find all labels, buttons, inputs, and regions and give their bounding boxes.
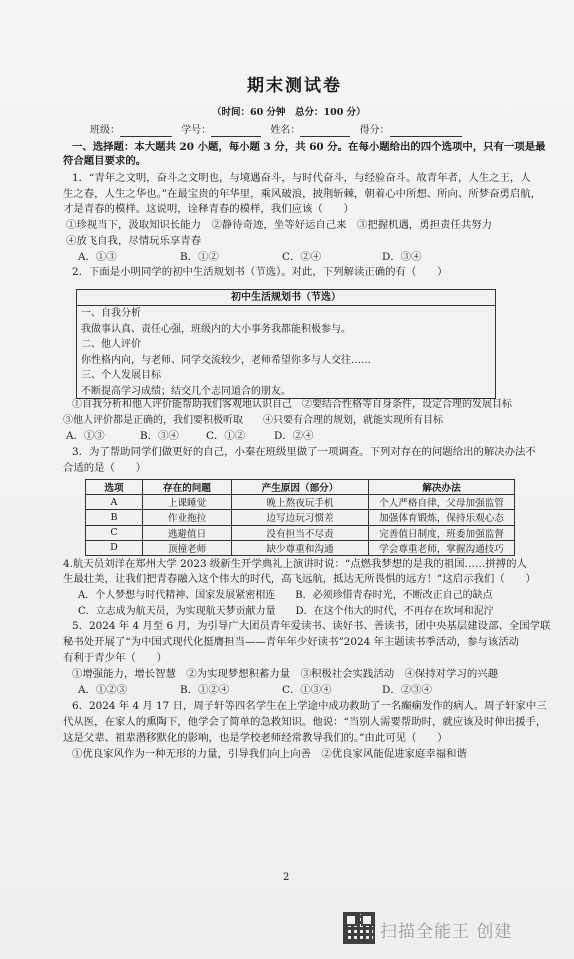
q6-line2: 代从医，在家人的熏陶下，他学会了简单的急救知识。他说：“当别人需要帮助时，就应该及时伸出援手， <box>63 716 547 728</box>
q2-choice-d[interactable]: D．②④ <box>274 430 314 442</box>
section1-line2: 符合题目要求的。 <box>63 155 147 167</box>
q1-choice-d[interactable]: D．③④ <box>382 251 422 263</box>
table-row <box>86 540 515 555</box>
q2-stem: 2．下面是小明同学的初中生活规划书（节选）。对此，下列解读正确的有（ ） <box>72 266 448 278</box>
q4-options-ab[interactable]: A．个人梦想与时代精神、国家发展紧密相连 B．必须珍惜青春时光，不断改正自己的缺点 <box>78 590 493 601</box>
table-header: 选项 <box>86 480 143 495</box>
table-header-row <box>86 480 515 495</box>
name-blank[interactable] <box>300 126 350 137</box>
table-cell: 顶撞老师 <box>143 540 232 555</box>
q2-options-line1: ①自我分析和他人评价能帮助我们客观地认识自己 ②要结合性格等自身条件，设定合理的发展目标 <box>72 399 512 410</box>
q1-choice-a[interactable]: A．①③ <box>78 251 117 263</box>
plan-box-line: 不断提高学习成绩；结交几个志同道合的朋友。 <box>81 385 291 397</box>
plan-excerpt-box <box>76 289 496 399</box>
page-number: 2 <box>283 872 290 883</box>
q5-choice-d[interactable]: D．②③④ <box>382 684 432 696</box>
table-cell: 完善值日制度，班委加强监督 <box>369 525 515 540</box>
class-label: 班级： <box>90 125 120 136</box>
q1-line2: 生之春，人生之华也。”在最宝贵的年华里，乘风破浪，披荆斩棘，朝着心中所想、所向、所梦奋勇启航， <box>63 188 542 200</box>
q1-options-line2: ④放飞自我，尽情玩乐享青春 <box>66 235 202 247</box>
student-info-row <box>90 124 462 137</box>
table-cell: B <box>86 510 143 525</box>
plan-box-line: 三、个人发展目标 <box>81 370 161 381</box>
q3-table <box>85 479 515 556</box>
q1-line1: 1．“青年之文明，奋斗之文明也，与境遇奋斗，与时代奋斗，与经验奋斗。故青年者，人生之王，人 <box>72 172 531 184</box>
table-row <box>86 495 515 510</box>
exam-meta: （时间：60 分钟 总分：100 分） <box>212 107 366 118</box>
id-label: 学号： <box>181 125 212 136</box>
table-cell: 没有担当不尽责 <box>232 525 369 540</box>
q6-line1: 6．2024 年 4 月 17 日，周子轩等四名学生在上学途中成功救助了一名癫痫发作的病人。周子轩家中三 <box>72 700 547 712</box>
q5-choice-a[interactable]: A．①②③ <box>78 684 128 696</box>
q5-choice-c[interactable]: C．①③④ <box>282 684 332 696</box>
table-cell: 上课睡觉 <box>143 495 232 510</box>
q5-line3: 有利于青少年（ ） <box>63 652 167 664</box>
table-row <box>86 525 515 540</box>
q6-options: ①优良家风作为一种无形的力量，引导我们向上向善 ②优良家风能促进家庭幸福和谐 <box>72 748 467 760</box>
q4-options-cd[interactable]: C．立志成为航天员，为实现航天梦贡献力量 D．在这个伟大的时代，不再存在坎坷和泥泞 <box>78 606 494 617</box>
q5-line1: 5．2024 年 4 月至 6 月，为引导广大团员青年爱读书、读好书、善读书，团中央基层建设部、全国学联 <box>72 620 551 632</box>
plan-box-line: 二、他人评价 <box>81 339 141 350</box>
table-cell: 加强体育锻炼，保持乐观心态 <box>369 510 515 525</box>
q2-choice-a[interactable]: A．①③ <box>66 430 105 442</box>
table-cell: A <box>86 495 143 510</box>
q5-options: ①增强能力，增长智慧 ②为实现梦想积蓄力量 ③积极社会实践活动 ④保持对学习的兴趣 <box>72 668 499 680</box>
plan-box-line: 你性格内向，与老师、同学交流较少，老师希望你多与人交往…… <box>81 354 371 366</box>
table-cell: 作业拖拉 <box>143 510 232 525</box>
q2-choice-c[interactable]: C．①② <box>206 430 246 442</box>
q2-choice-b[interactable]: B．③④ <box>140 430 179 442</box>
q3-line2: 合适的是（ ） <box>63 462 147 474</box>
q3-line1: 3．为了帮助同学们做更好的自己，小秦在班级里做了一项调查。下列对存在的问题给出的解决办法不 <box>72 446 536 458</box>
table-header: 存在的问题 <box>143 480 232 495</box>
plan-box-line: 一、自我分析 <box>81 308 141 319</box>
q1-choice-b[interactable]: B．①② <box>180 251 219 263</box>
plan-box-title: 初中生活规划书（节选） <box>77 290 495 306</box>
qr-code-icon <box>343 912 375 944</box>
q1-options-line1: ①珍视当下，汲取知识长能力 ②静待奇迹，坐等好运自己来 ③把握机遇，勇担责任共努力 <box>66 219 493 231</box>
name-label: 姓名： <box>270 125 301 136</box>
section1-line1: 一、选择题：本大题共 20 小题，每小题 3 分，共 60 分。在每小题给出的四个选项中，只有一项是最 <box>72 141 546 153</box>
table-header: 产生原因（部分） <box>232 480 369 495</box>
table-cell: 学会尊重老师，掌握沟通技巧 <box>369 540 515 555</box>
scanner-watermark: 扫描全能王 创建 <box>380 922 513 942</box>
table-cell: 个人严格自律，父母加强监管 <box>369 495 515 510</box>
table-cell: 缺少尊重和沟通 <box>232 540 369 555</box>
plan-box-line: 我做事认真、责任心强，班级内的大小事务我都能积极参与。 <box>81 323 351 335</box>
q1-choice-c[interactable]: C．②④ <box>282 251 322 263</box>
table-header: 解决办法 <box>369 480 515 495</box>
q2-options-line2: ③他人评价都是正确的，我们要积极听取 ④只要有合理的规划，就能实现所有目标 <box>63 415 443 426</box>
table-cell: C <box>86 525 143 540</box>
q6-line3: 这是父辈、祖辈潜移默化的影响，也是学校老师经常教导我们的。”由此可见（ ） <box>63 732 448 744</box>
table-cell: 晚上熬夜玩手机 <box>232 495 369 510</box>
q4-line2: 生最壮美，让我们把青春融入这个伟大的时代，高飞远航，抵达无所畏惧的远方！”这启示我们（ ） <box>63 573 536 585</box>
table-cell: 逃避值日 <box>143 525 232 540</box>
q4-line1: 4.航天员刘洋在郑州大学 2023 级新生开学典礼上演讲时说：“点燃我梦想的是我的祖国……拼搏的人 <box>63 558 527 570</box>
q1-line3: 才是青春的模样。这说明，诠释青春的模样，我们应该（ ） <box>63 203 354 215</box>
table-row <box>86 510 515 525</box>
score-label: 得分： <box>359 125 390 136</box>
score-blank[interactable] <box>390 126 462 137</box>
page-title: 期末测试卷 <box>247 76 342 96</box>
class-blank[interactable] <box>120 126 172 137</box>
table-cell: D <box>86 540 143 555</box>
q5-line2: 秘书处开展了“为中国式现代化挺膺担当——青年年少好读书”2024 年主题读书季活动，参与该活动 <box>63 636 519 648</box>
q5-choice-b[interactable]: B．①②④ <box>180 684 230 696</box>
id-blank[interactable] <box>211 126 261 137</box>
table-cell: 边写边玩习惯差 <box>232 510 369 525</box>
